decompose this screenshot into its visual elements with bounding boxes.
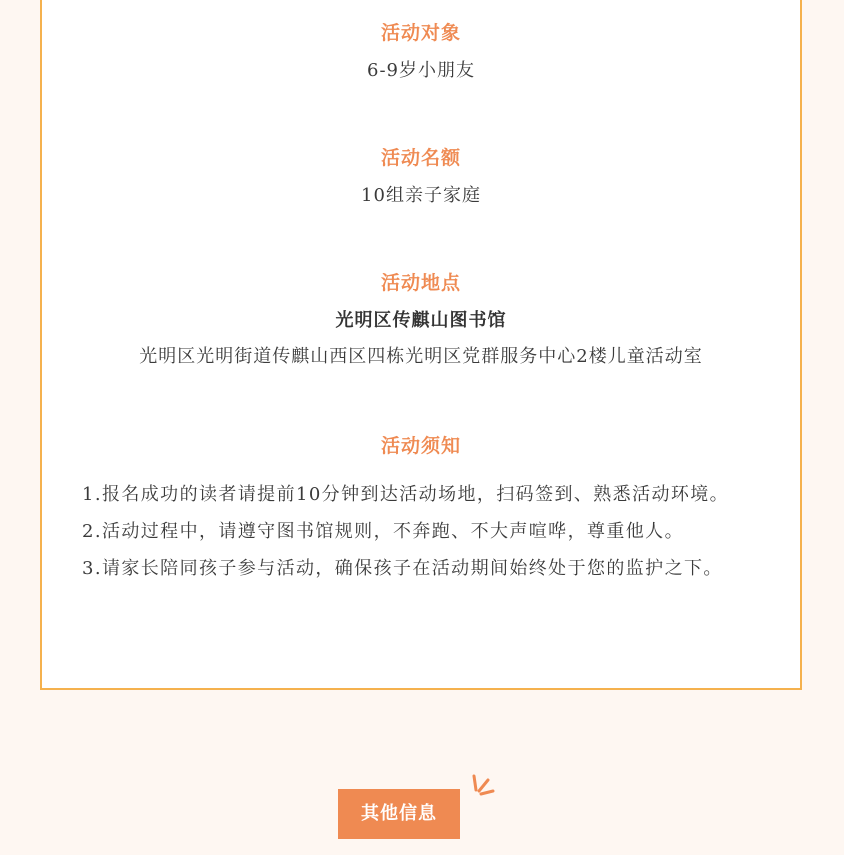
- notice-list: [82, 476, 767, 587]
- venue-address: 光明区光明街道传麒山西区四栋光明区党群服务中心2楼儿童活动室: [139, 346, 703, 367]
- activity-info-card: [40, 0, 802, 690]
- venue-name: 光明区传麒山图书馆: [335, 310, 507, 331]
- notice-item: 2.活动过程中，请遵守图书馆规则，不奔跑、不大声喧哗，尊重他人。: [82, 521, 684, 542]
- quota-heading: 活动名额: [380, 147, 461, 169]
- target-heading: 活动对象: [380, 22, 461, 44]
- notice-item: 1.报名成功的读者请提前10分钟到达活动场地，扫码签到、熟悉活动环境。: [82, 484, 730, 505]
- other-info-banner: 其他信息: [338, 789, 460, 839]
- notice-heading: 活动须知: [380, 435, 461, 457]
- sparkle-icon: [470, 770, 498, 798]
- target-text: 6-9岁小朋友: [367, 60, 475, 81]
- quota-text: 10组亲子家庭: [361, 185, 481, 206]
- notice-item: 3.请家长陪同孩子参与活动，确保孩子在活动期间始终处于您的监护之下。: [82, 558, 723, 579]
- location-heading: 活动地点: [380, 272, 461, 294]
